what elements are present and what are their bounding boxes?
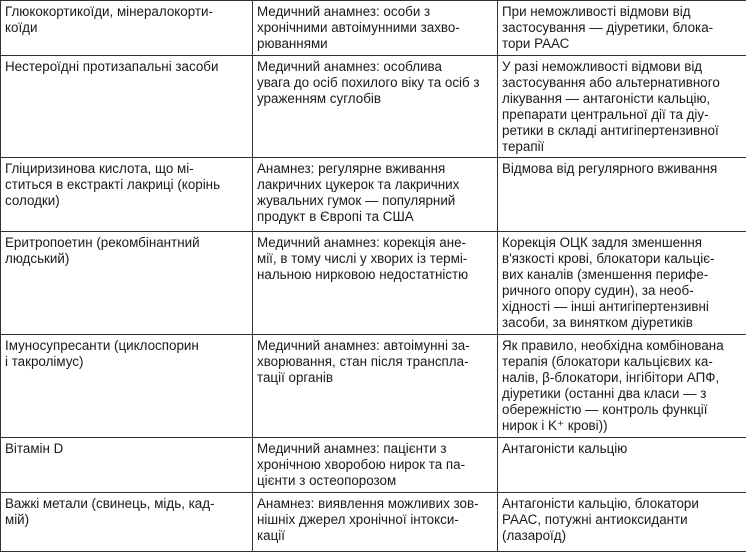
anamnesis-text: Медичний анамнез: пацієнти з хронічною хворобою нирок та па- цієнти з остеопорозом (257, 441, 493, 489)
anamnesis-text: Медичний анамнез: особлива увага до осіб похилого віку та осіб з ураженням суглобів (257, 59, 493, 107)
anamnesis-cell (253, 438, 498, 493)
table-row (1, 335, 746, 438)
recommendation-text: При неможливості відмови від застосування — діуретики, блока- тори РААС (502, 4, 742, 52)
recommendation-text: Корекція ОЦК задля зменшення в'язкості крові, блокатори кальціє- вих каналів (зменшення перифе- ричного опору судин), за необ- хідності — інші антигіпертензивні засоби, за винятком діуретиків (502, 235, 742, 331)
table-row (1, 493, 746, 552)
anamnesis-cell (253, 158, 498, 232)
drug-cell (1, 335, 253, 438)
anamnesis-text: Анамнез: виявлення можливих зов- нішніх джерел хронічної інтокси- кації (257, 496, 493, 544)
recommendation-text: Як правило, необхідна комбінована терапія (блокатори кальцієвих ка- налів, β-блокатори, інгібітори АПФ, діуретики (останні два класи — з обережністю — контроль функції нирок і K⁺ крові)) (502, 338, 742, 434)
recommendation-cell (498, 1, 746, 56)
table-row (1, 1, 746, 56)
drug-text: Нестероїдні протизапальні засоби (5, 59, 248, 75)
drug-text: Гліциризинова кислота, що мі- ститься в екстракті лакриці (корінь солодки) (5, 161, 248, 209)
drug-text: Глюкокортикоїди, мінералокорти- коїди (5, 4, 248, 36)
recommendation-cell (498, 56, 746, 158)
drug-cell (1, 232, 253, 335)
recommendation-cell (498, 232, 746, 335)
drug-text: Вітамін D (5, 441, 248, 457)
drug-text: Імуносупресанти (циклоспорин і такролімус) (5, 338, 248, 370)
anamnesis-cell (253, 335, 498, 438)
drug-cell (1, 56, 253, 158)
recommendation-text: Відмова від регулярного вживання (502, 161, 742, 177)
anamnesis-cell (253, 56, 498, 158)
drug-cell (1, 493, 253, 552)
recommendation-cell (498, 493, 746, 552)
recommendation-text: У разі неможливості відмови від застосування або альтернативного лікування — антагоністи кальцію, препарати центральної дії та діу- ретики в складі антигіпертензивної терапії (502, 59, 742, 155)
recommendation-cell (498, 158, 746, 232)
drug-cell (1, 158, 253, 232)
anamnesis-text: Медичний анамнез: корекція ане- мії, в тому числі у хворих із термі- нальною нирковою недостатністю (257, 235, 493, 283)
recommendation-text: Антагоністи кальцію (502, 441, 742, 457)
recommendation-cell (498, 335, 746, 438)
drug-cell (1, 1, 253, 56)
anamnesis-text: Анамнез: регулярне вживання лакричних цукерок та лакричних жувальних гумок — популярний продукт в Європі та США (257, 161, 493, 225)
anamnesis-text: Медичний анамнез: особи з хронічними автоімунними захво- рюваннями (257, 4, 493, 52)
recommendation-text: Антагоністи кальцію, блокатори РААС, потужні антиоксиданти (лазароїд) (502, 496, 742, 544)
anamnesis-cell (253, 493, 498, 552)
table-row (1, 158, 746, 232)
table-row (1, 56, 746, 158)
drug-text: Важкі метали (свинець, мідь, кад- мій) (5, 496, 248, 528)
table-row (1, 438, 746, 493)
anamnesis-text: Медичний анамнез: автоімунні за- хворювання, стан після транспла- тації органів (257, 338, 493, 386)
anamnesis-cell (253, 1, 498, 56)
table-row (1, 232, 746, 335)
recommendation-cell (498, 438, 746, 493)
drug-text: Еритропоетин (рекомбінантний людський) (5, 235, 248, 267)
anamnesis-cell (253, 232, 498, 335)
drug-cell (1, 438, 253, 493)
